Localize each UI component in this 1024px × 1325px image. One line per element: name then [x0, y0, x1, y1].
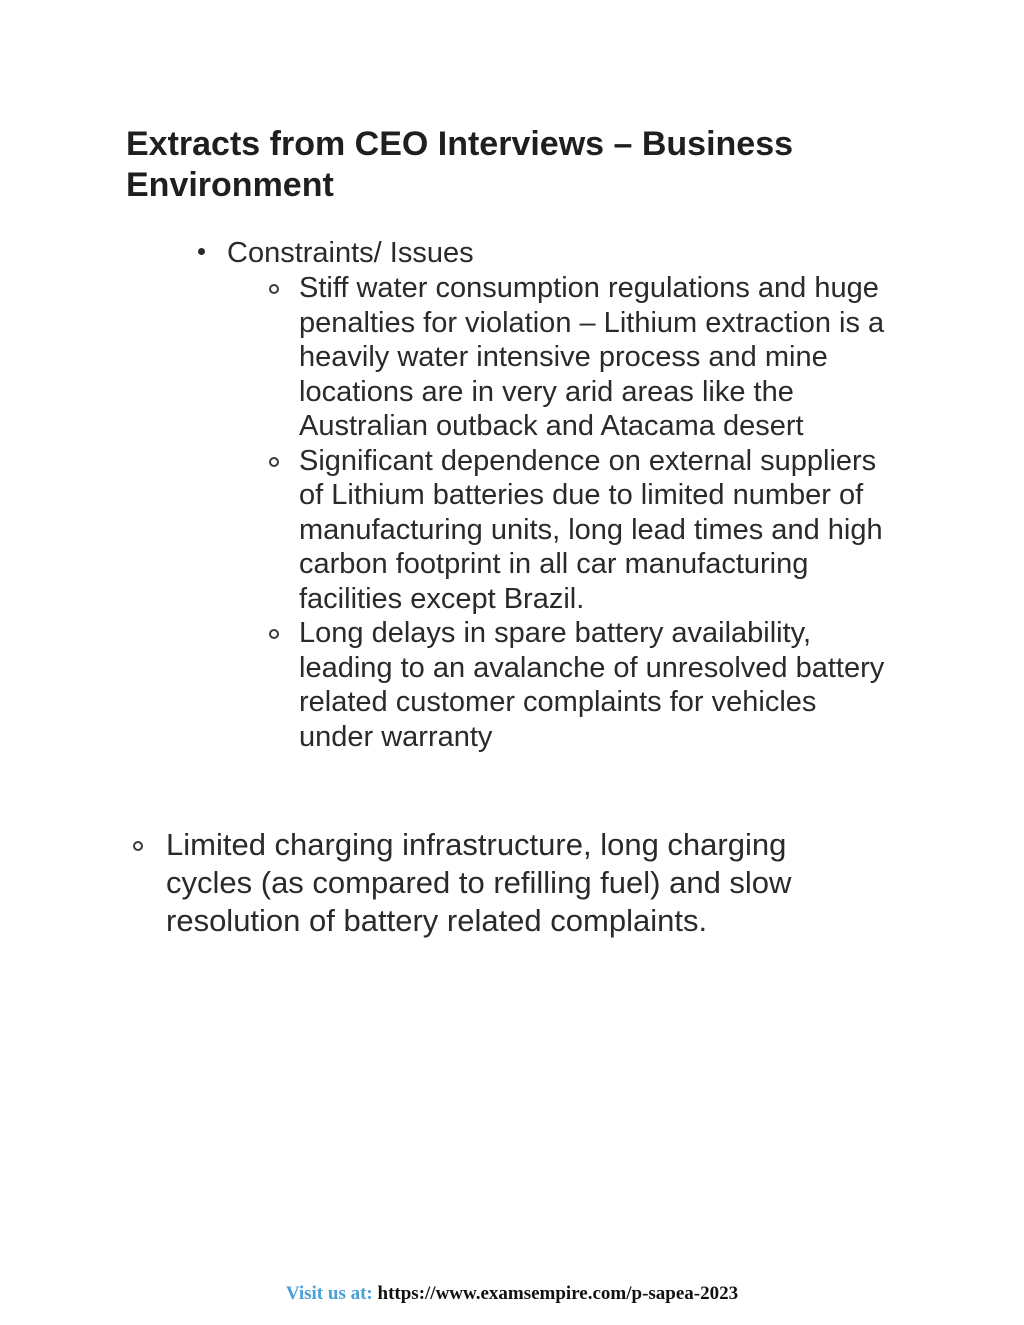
- constraints-list: [266, 271, 886, 754]
- section-heading: Constraints/ Issues: [227, 237, 474, 269]
- list-item: [266, 444, 886, 617]
- hollow-circle-bullet-icon: [133, 841, 143, 851]
- bullet-dot-icon: [198, 248, 205, 255]
- list-item-extra: [130, 826, 866, 940]
- hollow-circle-bullet-icon: [269, 457, 279, 467]
- list-item: [266, 271, 886, 444]
- list-item-text: Limited charging infrastructure, long charging cycles (as compared to refilling fuel) and slow resolution of battery related complaints.: [166, 827, 792, 938]
- footer-label: Visit us at:: [285, 1283, 373, 1304]
- embedded-slide-image: [120, 118, 890, 988]
- footer-url-link[interactable]: https://www.examsempire.com/p-sapea-2023: [377, 1283, 739, 1304]
- list-item-text: Stiff water consumption regulations and huge penalties for violation – Lithium extraction is a heavily water intensive process and mine locations are in very arid areas like the Australian outback and Atacama desert: [299, 272, 885, 442]
- list-item-text: Significant dependence on external suppliers of Lithium batteries due to limited number of manufacturing units, long lead times and high carbon footprint in all car manufacturing facilities except Brazil.: [299, 444, 883, 615]
- hollow-circle-bullet-icon: [269, 284, 279, 294]
- section-bullet: [198, 236, 474, 270]
- list-item: [266, 616, 886, 754]
- page-footer: [0, 1282, 1024, 1306]
- hollow-circle-bullet-icon: [269, 629, 279, 639]
- page-title: Extracts from CEO Interviews – Business Environment: [126, 125, 794, 204]
- list-item-text: Long delays in spare battery availability, leading to an avalanche of unresolved battery related customer complaints for vehicles under warranty: [299, 617, 885, 753]
